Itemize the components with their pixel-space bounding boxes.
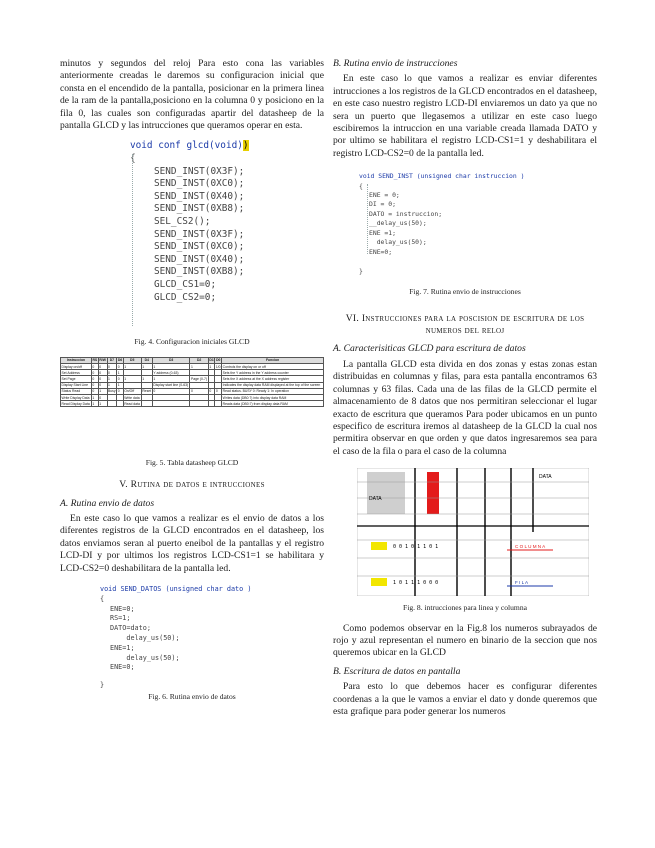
- fig7-brace-close: }: [359, 266, 363, 275]
- fig6-code-line: delay_us(50);: [110, 634, 180, 643]
- datasheet-cell: Set Page: [61, 376, 92, 382]
- left-paragraph-2: En este caso lo que vamos a realizar es el envio de datos a los diferentes registros de la GLCD encontrados en el datasheep, los datos enviamos seran al puerto eneibol de la pantallas y el registro LCD-DI y por ultimos los registros LCD-CS1=1 se habilitara y LCD-CS2=0 deshabilitara de la pantalla led.: [60, 513, 324, 574]
- datasheet-cell: Page (0-7): [190, 376, 207, 381]
- datasheet-cell: 0: [117, 364, 123, 370]
- datasheet-cell: Display start line (0-63): [153, 383, 189, 388]
- datasheet-cell: [107, 401, 117, 407]
- datasheet-table: [60, 357, 324, 408]
- subsection-b2-heading: B. Escritura de datos en pantalla: [333, 665, 461, 677]
- fig6-caption: Fig. 6. Rutina envio de datos: [148, 692, 236, 702]
- datasheet-cell: Busy: [108, 389, 116, 394]
- datasheet-cell: 1: [107, 382, 117, 388]
- fig7-code-line: __delay_us(50);: [369, 219, 427, 228]
- datasheet-header-cell: D4: [141, 357, 152, 363]
- fig6-code-line: DATO=dato;: [110, 624, 151, 633]
- datasheet-cell: 1: [98, 388, 107, 394]
- figure-7: [359, 172, 597, 280]
- fig7-code-line: ENE=0;: [369, 247, 393, 256]
- right-paragraph-4: Para esto lo que debemos hacer es configurar diferentes coordenas a la que le vamos a enviar el dato y donde queremos que esta grafique para poder generar los numeros: [333, 681, 597, 717]
- datasheet-cell: 1: [123, 376, 141, 382]
- left-paragraph-1: minutos y segundos del reloj Para esto cona las variables anteriormente creadas le daremos su configuracion inicial que consta en el encendido de la pantalla, posicionar en la primera linea de la ram de la pantalla,posiciono en la columna 0 y posiciono en la fila 0, las cuales son configuradas apartir del datasheep de la pantalla GLCD y las intrucciones que queramos operar en esta.: [60, 58, 324, 132]
- datasheet-cell: [215, 401, 222, 407]
- fig6-code-line: RS=1;: [110, 614, 131, 623]
- datasheet-cell: [141, 401, 152, 407]
- datasheet-cell: Display Start Line: [61, 382, 92, 388]
- datasheet-cell: 1: [117, 382, 123, 388]
- fig7-code-line: ENE =1;: [369, 228, 396, 237]
- fig6-brace-close: }: [100, 681, 105, 690]
- datasheet-cell: Sets the Y address in the Y address counter: [222, 370, 324, 376]
- datasheet-cell: 1: [152, 376, 190, 382]
- datasheet-cell: 0: [91, 382, 98, 388]
- datasheet-header-cell: D5: [123, 357, 141, 363]
- datasheet-cell: [152, 401, 190, 407]
- left-column: [60, 58, 324, 712]
- fig4-code-line: SEND_INST(0X3F);: [154, 228, 245, 240]
- svg-text:DATA: DATA: [539, 474, 552, 481]
- fig7-header: void SEND_INST (unsigned char instruccion ): [359, 172, 525, 181]
- right-paragraph-2: La pantalla GLCD esta divida en dos zonas y estas zonas estan distribuidas en columnas y filas, para esta pantalla encontramos 63 columnas y 63 filas. Cada una de las filas de la GLCD permite el almacenamiento de 8 datos que nos permitiran seleccionar el lugar exacto de escritura que queramos Para poder ubicamos en un punto especifico de escritura iremos al datasheep de la GLCD la cual nos permitira observar en que orden y que datos ingresaremos sea para el caso de la fila o para el caso de la columna: [333, 358, 597, 457]
- datasheet-cell: Reads data (DB0:7) from display data RAM: [222, 401, 324, 407]
- datasheet-cell: 1: [152, 364, 190, 370]
- datasheet-cell: 1: [141, 376, 152, 382]
- datasheet-cell: Y address (0-63): [152, 370, 190, 376]
- datasheet-cell: Write data: [124, 395, 140, 400]
- datasheet-cell: 0: [91, 388, 98, 394]
- fig7-code-line: ENE = 0;: [369, 191, 400, 200]
- svg-text:1 0 1 1 1 0 0 0: 1 0 1 1 1 0 0 0: [393, 580, 439, 587]
- fig7-caption: Fig. 7. Rutina envio de instrucciones: [409, 287, 521, 297]
- glcd-diagram: [357, 468, 589, 596]
- datasheet-cell: 0: [91, 376, 98, 382]
- datasheet-cell: 0: [117, 376, 123, 382]
- datasheet-cell: 1/0: [215, 364, 221, 369]
- datasheet-cell: 0: [98, 376, 107, 382]
- datasheet-header-cell: D2: [190, 357, 208, 363]
- figure-5: [60, 357, 324, 451]
- right-paragraph-3: Como podemos observar en la Fig.8 los numeros subrayados de rojo y azul representan el numero en binario de la seccion que nos queremos ubicar en la GLCD: [333, 622, 597, 659]
- fig7-code-line: DI = 0;: [369, 200, 396, 209]
- datasheet-cell: 0: [98, 382, 107, 388]
- datasheet-cell: 1: [91, 401, 98, 407]
- fig4-code-line: SEND_INST(0X40);: [154, 190, 245, 202]
- datasheet-cell: 0: [208, 388, 214, 394]
- fig4-code-line: SEND_INST(0XB8);: [154, 266, 245, 278]
- datasheet-cell: On/Off: [123, 388, 141, 394]
- datasheet-header-cell: Instruccion: [61, 357, 92, 363]
- figure-6: [100, 585, 324, 690]
- datasheet-cell: [190, 401, 208, 407]
- fig4-header: void conf glcd(void)): [130, 140, 249, 152]
- fig7-code-line: delay_us(50);: [369, 238, 427, 247]
- datasheet-header-cell: R/W: [99, 358, 106, 363]
- fig4-code-line: SEND_INST(0XC0);: [154, 178, 245, 190]
- datasheet-header-cell: D1: [209, 358, 214, 363]
- datasheet-cell: 0: [98, 364, 107, 370]
- fig4-code-line: SEND_INST(0XC0);: [154, 241, 245, 253]
- datasheet-cell: Read status. BUSY 0: Ready 1: In operation: [222, 388, 324, 394]
- datasheet-cell: 0: [190, 388, 208, 394]
- datasheet-cell: 0: [107, 364, 117, 370]
- datasheet-body: [61, 364, 324, 407]
- datasheet-cell: 0: [215, 388, 222, 394]
- datasheet-cell: 0: [98, 395, 107, 401]
- right-paragraph-1: En este caso lo que vamos a realizar es enviar diferentes intrucciones a los registros de la GLCD encontrados en el datasheep, en este caso nuestro registro LCD-DI enviaremos un dato ya que no sera un puerto que llegasemos a utilizar en este caso luego escibiremos la intruccion en una variable creada llamada DATO y por ultimo se habilitara el registro LCD-CS1=1 y deshabilitara el registro LCD-CS2=0 de la pantalla led.: [333, 73, 598, 159]
- datasheet-header-cell: D6: [117, 358, 123, 363]
- datasheet-cell: 1: [91, 395, 98, 401]
- datasheet-cell: Sets the X address at the X address register: [222, 376, 324, 382]
- fig4-code-line: GLCD_CS2=0;: [154, 291, 217, 303]
- datasheet-cell: 0: [117, 388, 123, 394]
- datasheet-cell: Read data: [124, 401, 140, 406]
- datasheet-cell: 0: [152, 388, 190, 394]
- fig6-code-lines: [100, 605, 324, 674]
- fig4-code-line: GLCD_CS1=0;: [154, 278, 217, 290]
- red-highlight: [427, 472, 439, 514]
- datasheet-cell: 0: [91, 364, 98, 370]
- datasheet-cell: 0: [107, 370, 117, 376]
- fig4-brace: {: [130, 153, 136, 165]
- fig4-code-line: SEND_INST(0XB8);: [154, 203, 245, 215]
- datasheet-cell: 1: [98, 401, 107, 407]
- datasheet-cell: Status Read: [61, 388, 92, 394]
- datasheet-cell: Indicates the display data RAM displayed at the top of the screen: [222, 382, 324, 388]
- right-column: [333, 58, 597, 718]
- datasheet-cell: Read Display Data: [61, 401, 90, 406]
- section-vi-heading: VI. Instrucciones para la poscision de escritura de los numeros del reloj: [345, 312, 585, 337]
- figure-8: [357, 468, 589, 596]
- datasheet-cell: Controls the display on or off: [222, 364, 324, 370]
- fig4-code-line: SEND_INST(0X40);: [154, 253, 245, 265]
- subsection-b-heading: B. Rutina envio de instrucciones: [333, 58, 458, 69]
- datasheet-cell: 1: [190, 364, 208, 370]
- subsection-a2-heading: A. Caracterisiticas GLCD para escritura de datos: [333, 343, 526, 355]
- fig4-caption: Fig. 4. Configuracion iniciales GLCD: [134, 337, 250, 347]
- datasheet-cell: 1: [208, 364, 214, 370]
- datasheet-header-cell: D7: [107, 357, 117, 363]
- fig6-code-line: ENE=0;: [110, 604, 135, 613]
- fig6-code-line: ENE=0;: [110, 663, 135, 672]
- fig6-code-line: delay_us(50);: [110, 653, 180, 662]
- datasheet-cell: Display on/off: [61, 364, 92, 370]
- figure-4: [130, 140, 324, 330]
- subsection-a-heading: A. Rutina envio de datos: [60, 497, 155, 509]
- datasheet-header-cell: D0: [216, 358, 221, 363]
- datasheet-header-cell: D3: [152, 357, 190, 363]
- fig7-code-line: DATO = instruccion;: [369, 209, 443, 218]
- datasheet-cell: 0: [98, 370, 107, 376]
- fig7-brace-open: {: [359, 181, 363, 190]
- datasheet-cell: 1: [117, 370, 123, 376]
- section-v-heading: V. Rutina de datos e intrucciones: [119, 479, 265, 491]
- fig6-code-line: ENE=1;: [110, 643, 135, 652]
- datasheet-cell: Writes data (DB0:7) into display data RAM: [222, 395, 324, 401]
- datasheet-cell: 1: [141, 364, 152, 370]
- datasheet-cell: Reset: [142, 389, 152, 394]
- datasheet-cell: 1: [107, 376, 117, 382]
- fig8-caption: Fig. 8. intrucciones para linea y columna: [403, 603, 527, 613]
- datasheet-cell: 0: [91, 370, 98, 376]
- fig4-code-lines: [130, 166, 324, 305]
- datasheet-cell: 1: [123, 364, 141, 370]
- fig4-code-line: SEND_INST(0X3F);: [154, 165, 245, 177]
- gray-block: [367, 472, 405, 514]
- fig5-caption: Fig. 5. Tabla datasheep GLCD: [145, 457, 239, 467]
- svg-text:0 0 1 0 1 1 0 1: 0 0 1 0 1 1 0 1: [393, 544, 439, 551]
- datasheet-header-cell: Funcion: [222, 357, 324, 363]
- datasheet-header-cell: RS: [92, 358, 98, 363]
- fig6-brace-open: {: [100, 594, 105, 603]
- datasheet-row: [61, 401, 324, 407]
- svg-text:C O L U M N A: C O L U M N A: [515, 544, 546, 550]
- datasheet-cell: Write Display Data: [61, 395, 90, 400]
- fig4-code-line: SEL_CS2();: [154, 216, 211, 227]
- datasheet-cell: Set Address: [61, 370, 92, 376]
- fig7-code-lines: [359, 191, 597, 257]
- svg-text:DATA: DATA: [369, 496, 382, 503]
- svg-text:F I L A: F I L A: [515, 580, 529, 586]
- fig6-header: void SEND_DATOS (unsigned char dato ): [100, 585, 252, 594]
